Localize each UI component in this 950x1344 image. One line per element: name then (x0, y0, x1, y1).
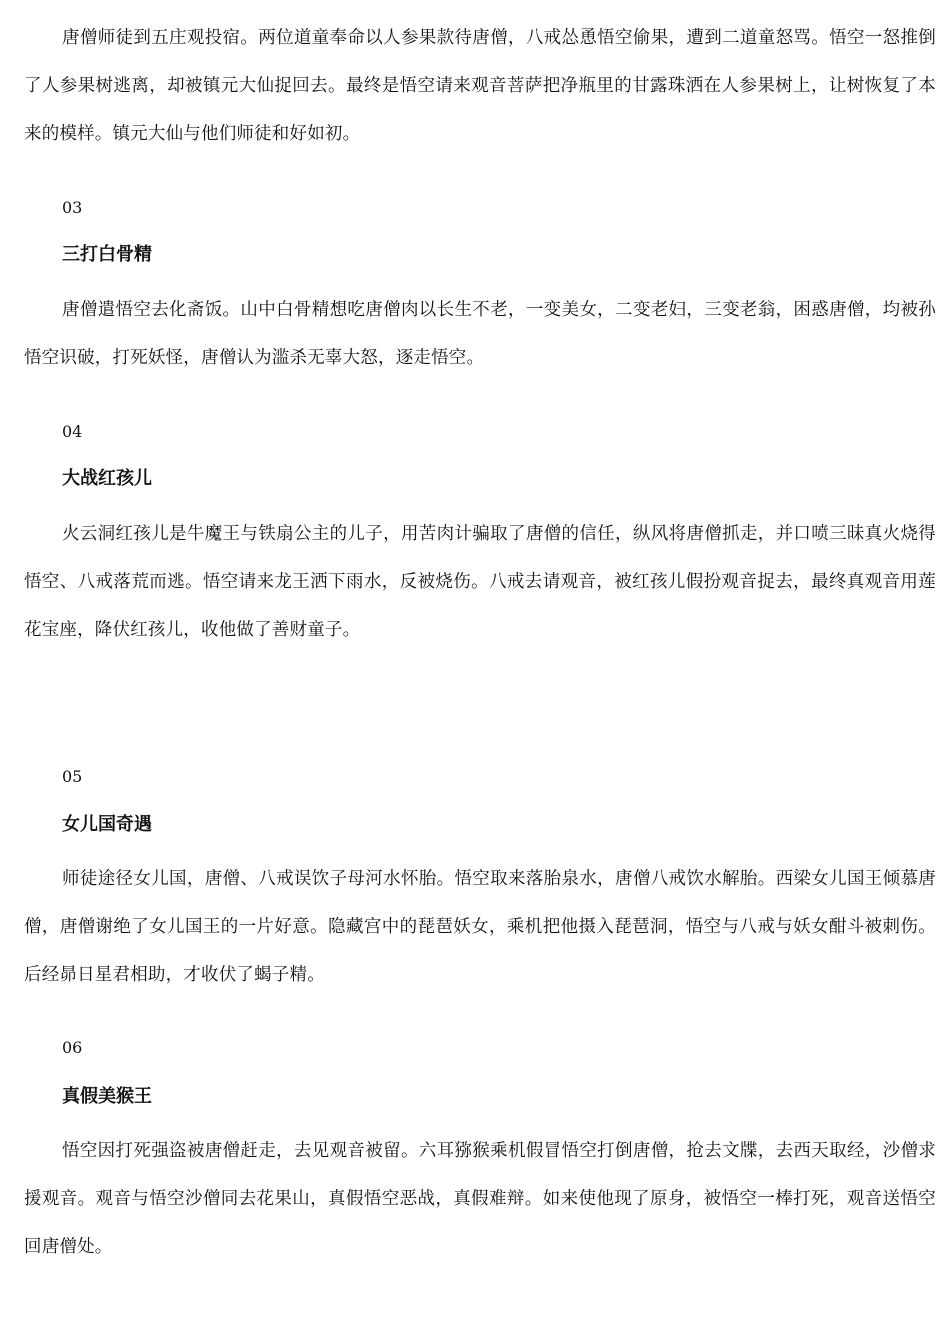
section-number-03: 03 (62, 198, 83, 217)
section-title-03: 三打白骨精 (62, 244, 152, 265)
section-body-03: 唐僧遣悟空去化斋饭。山中白骨精想吃唐僧肉以长生不老，一变美女，二变老妇，三变老翁，困惑唐僧，均被孙悟空识破，打死妖怪，唐僧认为滥杀无辜大怒，逐走悟空。 (24, 300, 936, 368)
section-number-05: 05 (62, 767, 83, 786)
section-title-06: 真假美猴王 (62, 1086, 152, 1107)
section-body-05: 师徒途径女儿国，唐僧、八戒误饮子母河水怀胎。悟空取来落胎泉水，唐僧八戒饮水解胎。西梁女儿国王倾慕唐僧，唐僧谢绝了女儿国王的一片好意。隐藏宫中的琵琶妖女，乘机把他摄入琵琶洞，悟空与八戒与妖女酣斗被刺伤。后经昴日星君相助，才收伏了蝎子精。 (24, 869, 936, 985)
section-body-06: 悟空因打死强盗被唐僧赶走，去见观音被留。六耳猕猴乘机假冒悟空打倒唐僧，抢去文牒，去西天取经，沙僧求援观音。观音与悟空沙僧同去花果山，真假悟空恶战，真假难辩。如来使他现了原身，被悟空一棒打死，观音送悟空回唐僧处。 (24, 1141, 936, 1257)
section-number-06: 06 (62, 1038, 83, 1057)
section-number-04: 04 (62, 422, 83, 441)
section-body-04: 火云洞红孩儿是牛魔王与铁扇公主的儿子，用苦肉计骗取了唐僧的信任，纵风将唐僧抓走，并口喷三昧真火烧得悟空、八戒落荒而逃。悟空请来龙王洒下雨水，反被烧伤。八戒去请观音，被红孩儿假扮观音捉去，最终真观音用莲花宝座，降伏红孩儿，收他做了善财童子。 (24, 524, 936, 640)
section-title-05: 女儿国奇遇 (62, 814, 152, 835)
section-title-04: 大战红孩儿 (62, 468, 152, 489)
intro-paragraph: 唐僧师徒到五庄观投宿。两位道童奉命以人参果款待唐僧，八戒怂恿悟空偷果，遭到二道童怒骂。悟空一怒推倒了人参果树逃离，却被镇元大仙捉回去。最终是悟空请来观音菩萨把净瓶里的甘露珠洒在人参果树上，让树恢复了本来的模样。镇元大仙与他们师徒和好如初。 (24, 28, 936, 144)
